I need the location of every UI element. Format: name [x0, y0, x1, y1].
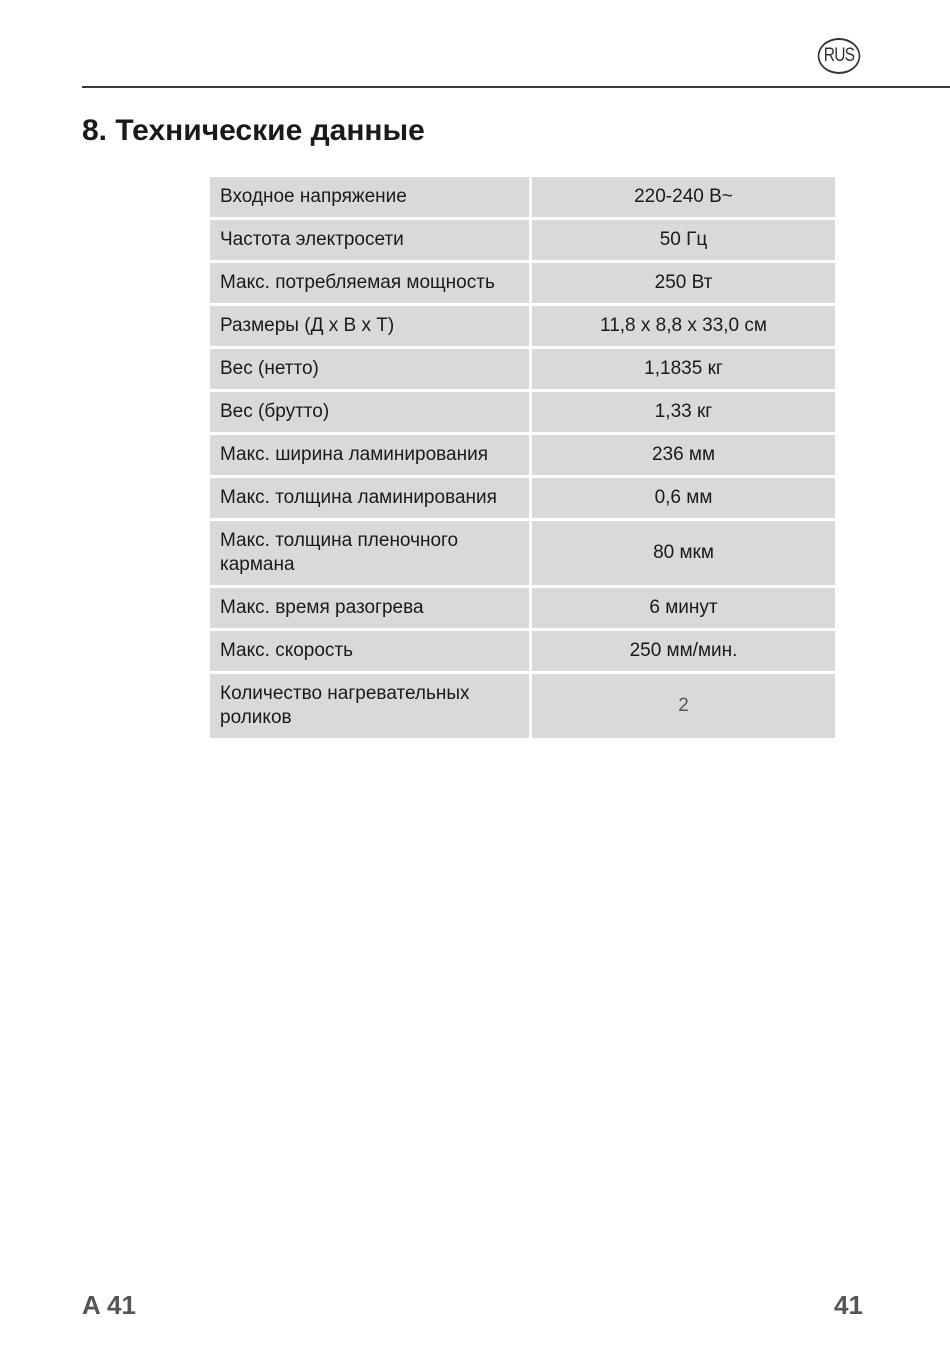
- table-row: [210, 588, 835, 631]
- table-row: [210, 674, 835, 738]
- param-value: 1,1835 кг: [532, 349, 835, 392]
- param-label: Размеры (Д х В х Т): [210, 306, 532, 349]
- header-divider: [82, 86, 950, 88]
- param-value: 50 Гц: [532, 220, 835, 263]
- param-value: 220-240 В~: [532, 177, 835, 220]
- param-value: 2: [532, 674, 835, 738]
- param-label: Макс. толщина ламинирования: [210, 478, 532, 521]
- param-value: 6 минут: [532, 588, 835, 631]
- param-value: 80 мкм: [532, 521, 835, 588]
- language-badge: RUS: [818, 38, 861, 74]
- param-label: Макс. потребляемая мощность: [210, 263, 532, 306]
- technical-data-table: [210, 177, 835, 738]
- param-value: 0,6 мм: [532, 478, 835, 521]
- param-value: 250 мм/мин.: [532, 631, 835, 674]
- param-label: Макс. толщина пленочного кармана: [210, 521, 532, 588]
- table-row: [210, 177, 835, 220]
- param-value: 250 Вт: [532, 263, 835, 306]
- table-row: [210, 306, 835, 349]
- param-label: Макс. скорость: [210, 631, 532, 674]
- param-label: Макс. ширина ламинирования: [210, 435, 532, 478]
- footer-page-number: 41: [834, 1290, 863, 1320]
- param-label: Вес (нетто): [210, 349, 532, 392]
- page-title: 8. Технические данные: [82, 114, 425, 147]
- footer-model: A 41: [82, 1290, 136, 1320]
- table-row: [210, 631, 835, 674]
- table-row: [210, 478, 835, 521]
- param-label: Количество нагревательных роликов: [210, 674, 532, 738]
- param-label: Частота электросети: [210, 220, 532, 263]
- param-label: Макс. время разогрева: [210, 588, 532, 631]
- table-row: [210, 392, 835, 435]
- table-row: [210, 435, 835, 478]
- param-value: 1,33 кг: [532, 392, 835, 435]
- param-value: 236 мм: [532, 435, 835, 478]
- param-value: 11,8 x 8,8 x 33,0 см: [532, 306, 835, 349]
- table-row: [210, 220, 835, 263]
- param-label: Вес (брутто): [210, 392, 532, 435]
- table-row: [210, 349, 835, 392]
- param-label: Входное напряжение: [210, 177, 532, 220]
- table-row: [210, 521, 835, 588]
- table-row: [210, 263, 835, 306]
